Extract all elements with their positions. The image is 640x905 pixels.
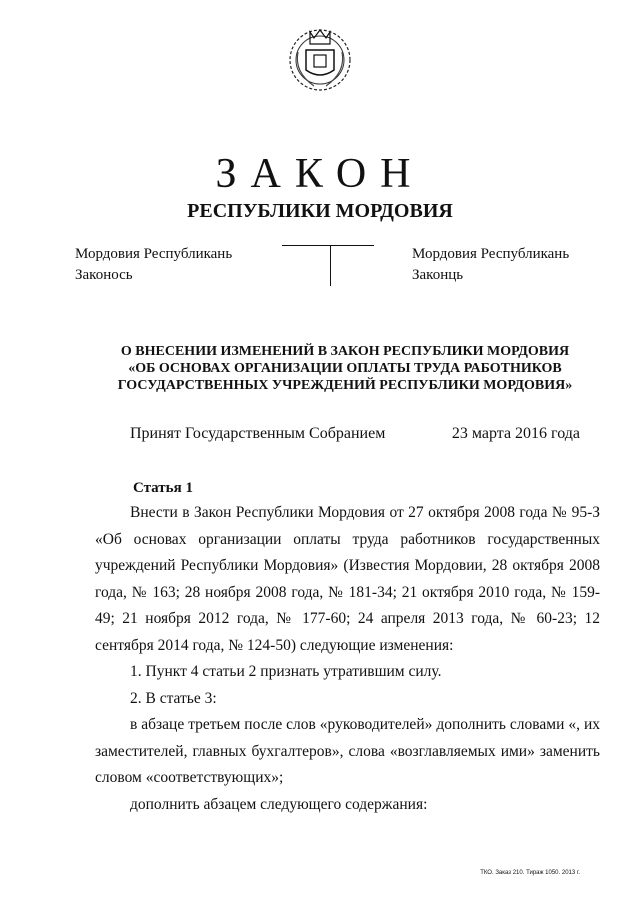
- document-title: [100, 343, 590, 394]
- header-divider-stem: [330, 246, 331, 286]
- header-left-block: [75, 244, 275, 286]
- article-body: [95, 500, 600, 818]
- header-right-line-1: Мордовия Республикань: [412, 246, 570, 262]
- document-title-line: О ВНЕСЕНИИ ИЗМЕНЕНИЙ В ЗАКОН РЕСПУБЛИКИ МОРДОВИЯ: [120, 344, 570, 359]
- header-left-line-2: Законось: [75, 267, 133, 283]
- document-title-line: ГОСУДАРСТВЕННЫХ УЧРЕЖДЕНИЙ РЕСПУБЛИКИ МОРДОВИЯ»: [117, 378, 573, 393]
- header-divider-line: [282, 245, 374, 246]
- print-info-footer: ТКО. Заказ 210. Тираж 1050. 2013 г.: [480, 870, 580, 876]
- body-paragraph: 2. В статье 3:: [130, 689, 217, 707]
- body-paragraph: Внести в Закон Республики Мордовия от 27 октября 2008 года № 95-З «Об основах организации оплаты труда работников государственных учреждений Республики Мордовия» (Известия Мордовии, 28 октября 2008 года, № 163; 28 ноября 2008 года, № 181-34; 21 октября 2010 года, № 159-49; 21 ноября 2012 года, № 177-60; 24 апреля 2013 года, № 60-23; 12 сентября 2014 года, № 124-50) следующие изменения:: [95, 504, 600, 654]
- coat-of-arms-emblem: [284, 22, 356, 94]
- body-paragraph: 1. Пункт 4 статьи 2 признать утратившим силу.: [130, 663, 442, 680]
- header-left-line-1: Мордовия Республикань: [75, 246, 233, 262]
- article-heading: Статья 1: [133, 480, 193, 496]
- law-subtitle: РЕСПУБЛИКИ МОРДОВИЯ: [187, 200, 453, 222]
- body-paragraph: дополнить абзацем следующего содержания:: [130, 795, 428, 813]
- header-right-line-2: Законць: [412, 267, 464, 283]
- document-title-line: «ОБ ОСНОВАХ ОРГАНИЗАЦИИ ОПЛАТЫ ТРУДА РАБОТНИКОВ: [128, 361, 562, 376]
- adopted-by: Принят Государственным Собранием: [130, 425, 386, 442]
- header-right-block: [412, 244, 612, 286]
- adoption-line: [130, 425, 580, 443]
- body-paragraph: в абзаце третьем после слов «руководителей» дополнить словами «, их заместителей, главных бухгалтеров», слова «возглавляемых ими» заменить словом «соответствующих»;: [95, 716, 600, 786]
- law-title: ЗАКОН: [215, 151, 425, 197]
- adopted-date: 23 марта 2016 года: [451, 425, 580, 442]
